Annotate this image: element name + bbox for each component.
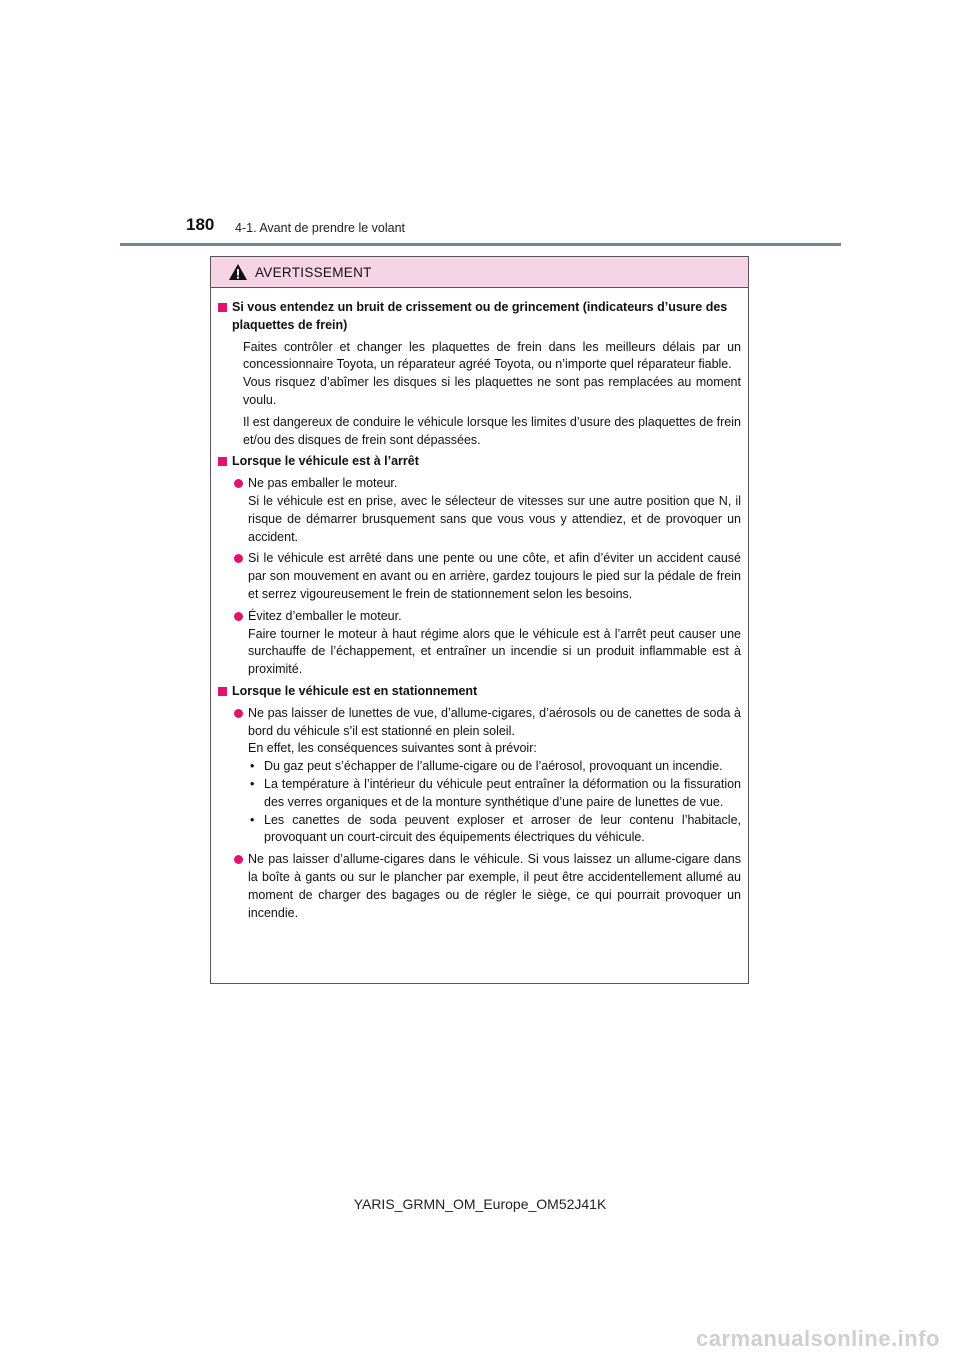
heading-text: Lorsque le véhicule est en stationnement — [232, 683, 478, 698]
paragraph-line: Il est dangereux de conduire le véhicule lorsque les limites d’usure des plaquettes de frein et/ou des disques de frein sont dépassées. — [243, 414, 741, 447]
warning-box — [210, 256, 749, 984]
bullet-line: Évitez d’emballer le moteur. — [248, 608, 402, 623]
list-item — [234, 705, 741, 758]
section-heading — [218, 453, 741, 471]
round-bullet-icon — [234, 479, 243, 488]
section-heading — [218, 299, 741, 335]
round-bullet-icon — [234, 612, 243, 621]
sub-bullet-marker: • — [250, 812, 255, 827]
list-item — [234, 608, 741, 679]
sub-item-text: Les canettes de soda peuvent exploser et arroser de leur contenu l’habitacle, provoquant un court-circuit des équipements électriques du véhicule. — [264, 812, 741, 845]
document-code: YARIS_GRMN_OM_Europe_OM52J41K — [353, 1196, 607, 1212]
header-rule — [120, 243, 841, 246]
sub-bullet-marker: • — [250, 776, 255, 791]
paragraph — [243, 339, 741, 410]
section-title: 4-1. Avant de prendre le volant — [235, 221, 406, 235]
watermark: carmanualsonline.info — [696, 1326, 940, 1351]
warning-triangle-icon — [228, 263, 248, 281]
bullet-line: Faire tourner le moteur à haut régime alors que le véhicule est à l’arrêt peut causer une surchauffe de l’échappement, et entraîner un incendie si un produit inflammable est à proximité. — [248, 626, 741, 677]
heading-text: Si vous entendez un bruit de crissement ou de grincement (indicateurs d’usure des plaquettes de frein) — [232, 300, 728, 332]
warning-title: AVERTISSEMENT — [255, 264, 372, 280]
section-heading — [218, 683, 741, 701]
bullet-line: Ne pas laisser d’allume-cigares dans le véhicule. Si vous laissez un allume-cigare dans la boîte à gants ou sur le plancher par exemple, il peut être accidentellement allumé au moment de charger des bagages ou de régler le siège, ce qui pourrait provoquer un incendie. — [248, 852, 741, 920]
list-item — [234, 550, 741, 603]
bullet-text — [248, 550, 741, 603]
square-bullet-icon — [218, 457, 227, 466]
heading-text: Lorsque le véhicule est à l’arrêt — [232, 454, 419, 469]
list-item — [234, 475, 741, 546]
sub-item — [250, 776, 741, 812]
warning-header — [211, 257, 748, 288]
bullet-line: Si le véhicule est en prise, avec le sélecteur de vitesses sur une autre position que N, il risque de démarrer brusquement sans que vous vous y attendiez, et de provoquer un accident. — [248, 493, 741, 544]
sub-item-text: Du gaz peut s’échapper de l’allume-cigare ou de l’aérosol, provoquant un incendie. — [264, 759, 723, 774]
round-bullet-icon — [234, 554, 243, 563]
bullet-line: Ne pas emballer le moteur. — [248, 476, 398, 491]
bullet-text — [248, 608, 741, 679]
bullet-text — [248, 475, 741, 546]
bullet-line: En effet, les conséquences suivantes sont à prévoir: — [248, 741, 537, 756]
sub-bullet-marker: • — [250, 759, 255, 774]
page-number: 180 — [186, 215, 215, 234]
paragraph-line: Vous risquez d’abîmer les disques si les plaquettes ne sont pas remplacées au moment voulu. — [243, 375, 741, 407]
warning-body — [211, 288, 748, 922]
round-bullet-icon — [234, 709, 243, 718]
bullet-line: Si le véhicule est arrêté dans une pente ou une côte, et afin d’éviter un accident causé par son mouvement en avant ou en arrière, gardez toujours le pied sur la pédale de frein et serrez vigoureusement le frein de stationnement selon les besoins. — [248, 551, 741, 601]
bullet-text — [248, 705, 741, 758]
bullet-line: Ne pas laisser de lunettes de vue, d’allume-cigares, d’aérosols ou de canettes de soda à bord du véhicule s’il est stationné en plein soleil. — [248, 705, 741, 738]
square-bullet-icon — [218, 303, 227, 312]
round-bullet-icon — [234, 855, 243, 864]
paragraph — [243, 414, 741, 450]
sub-item-text: La température à l’intérieur du véhicule peut entraîner la déformation ou la fissuration des verres organiques et de la monture synthétique d’une paire de lunettes de vue. — [264, 776, 741, 809]
bullet-text — [248, 851, 741, 922]
paragraph-line: Faites contrôler et changer les plaquettes de frein dans les meilleurs délais par un concessionnaire Toyota, un réparateur agréé Toyota, ou n’importe quel réparateur fiable. — [243, 339, 741, 372]
sub-item — [250, 758, 741, 776]
sub-item — [250, 812, 741, 848]
square-bullet-icon — [218, 687, 227, 696]
list-item — [234, 851, 741, 922]
